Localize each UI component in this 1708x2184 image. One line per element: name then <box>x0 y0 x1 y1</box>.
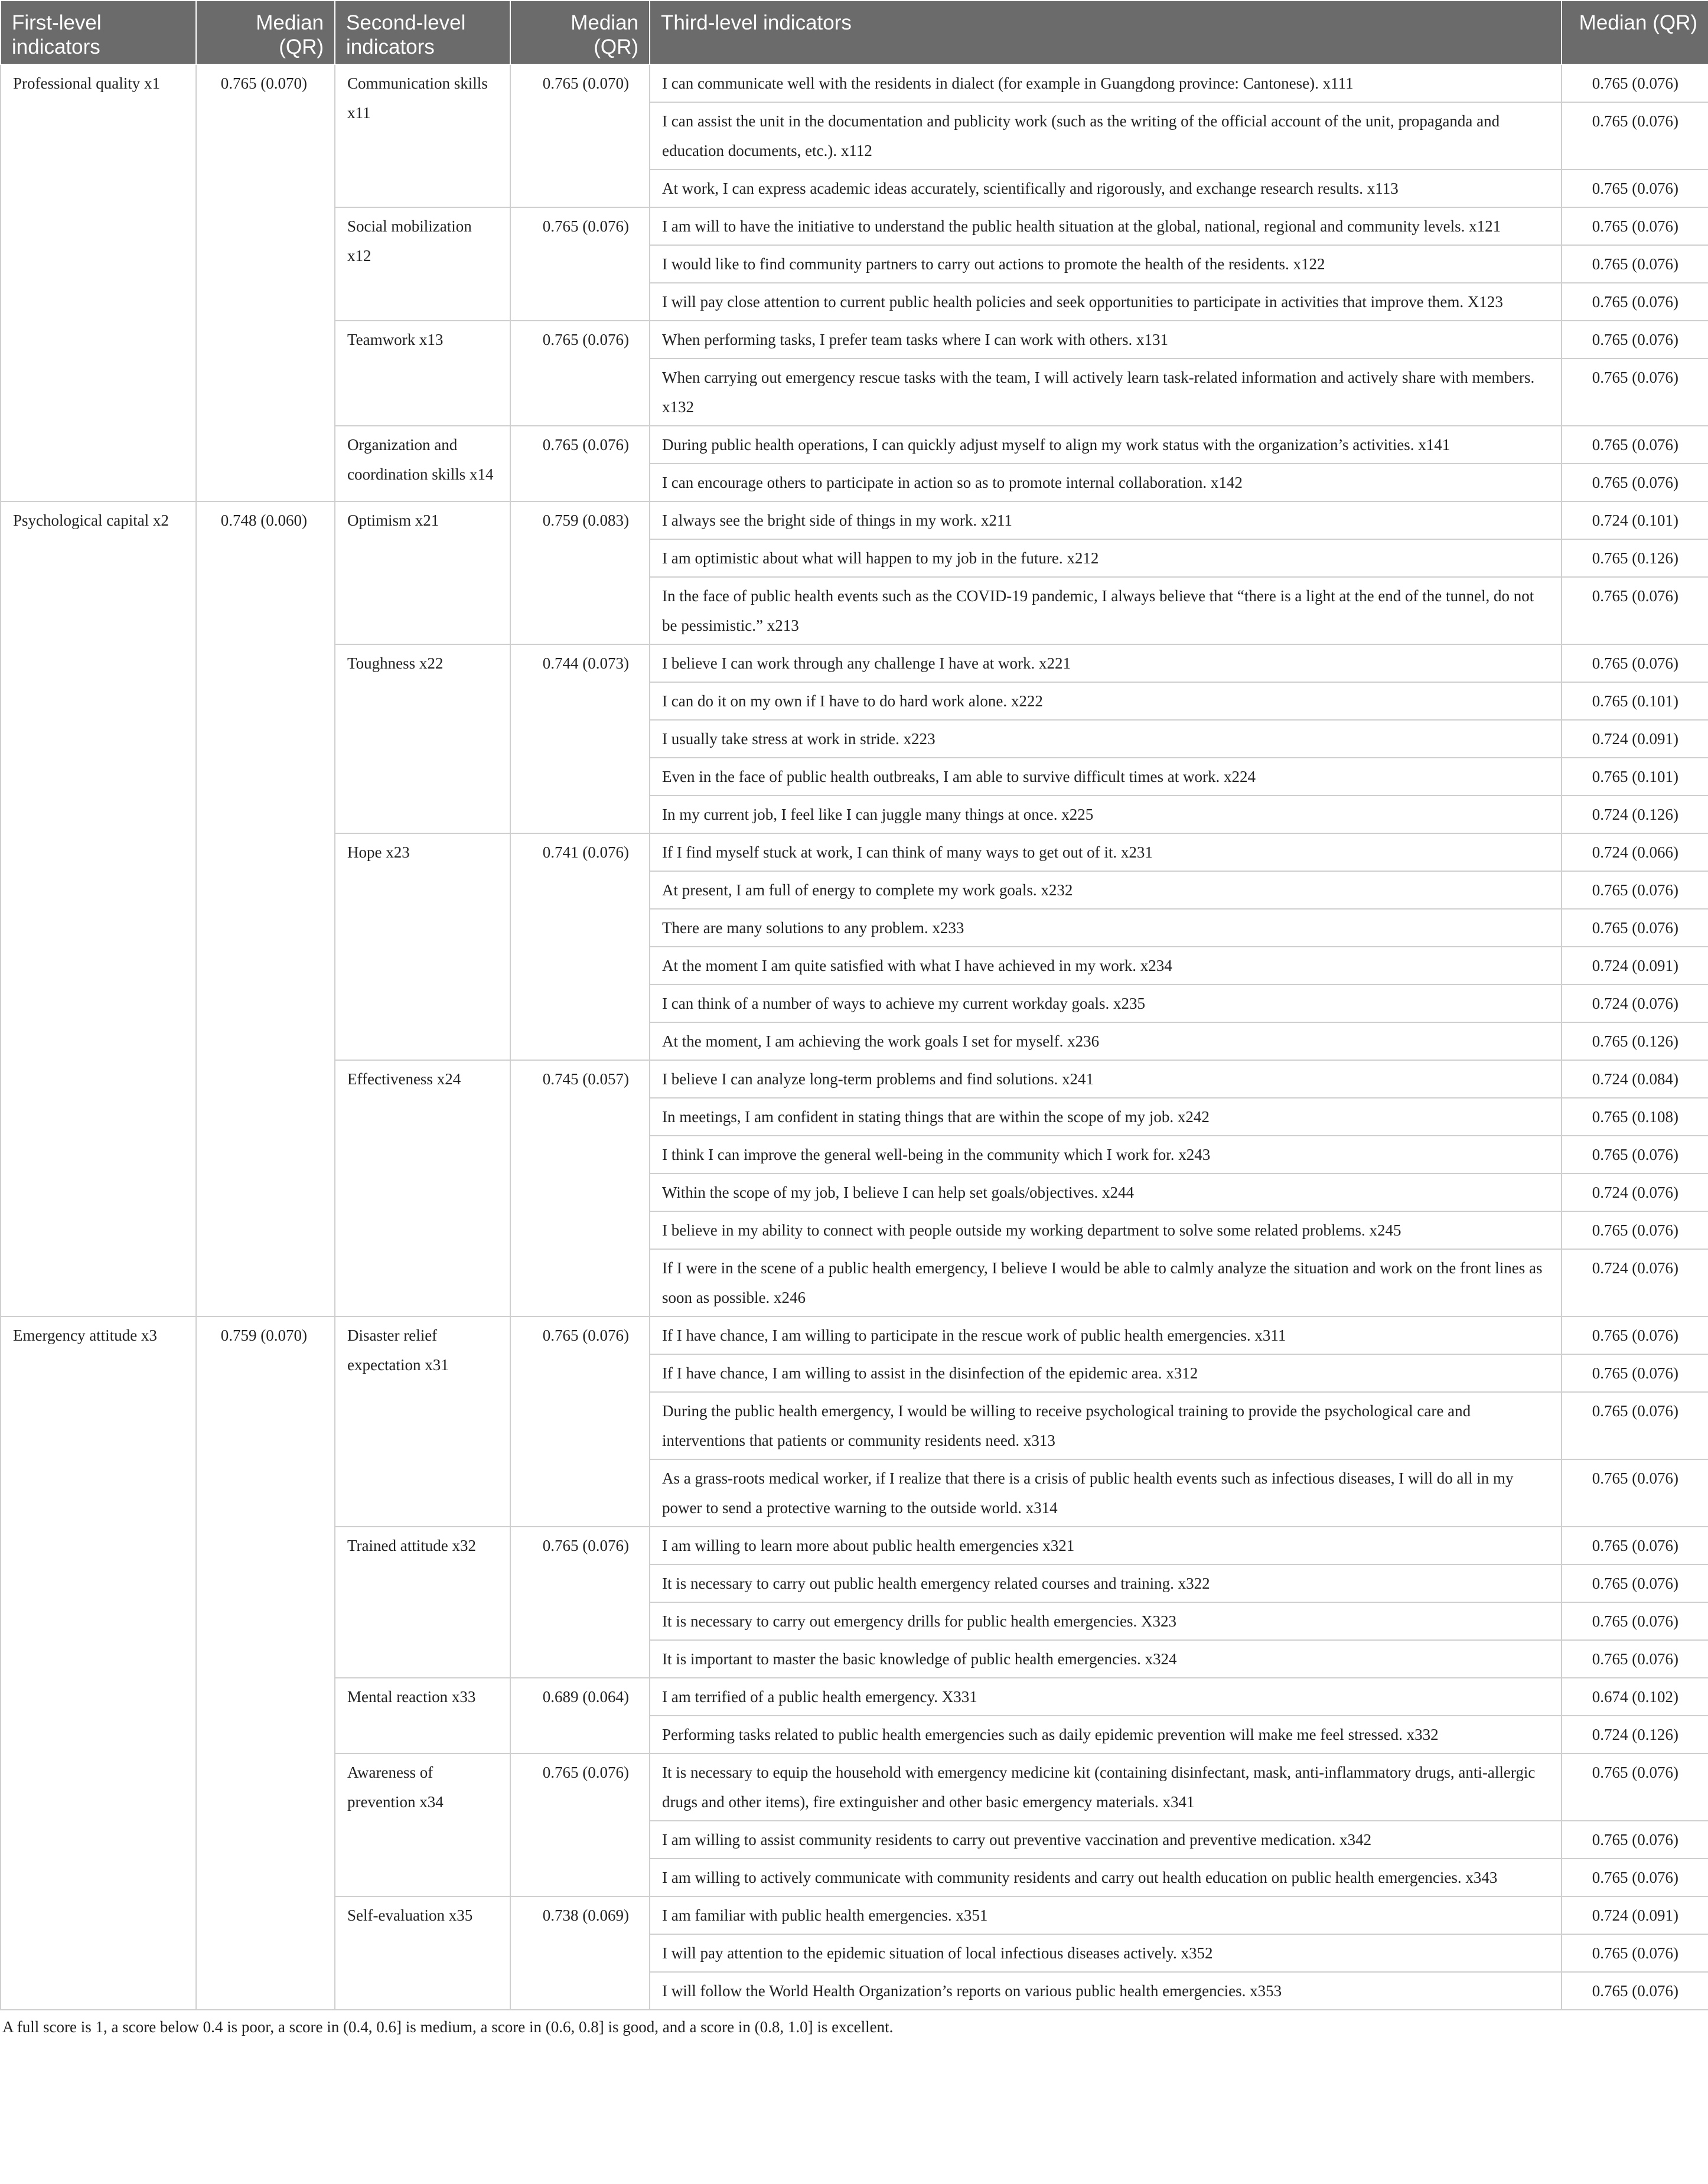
third-level-median: 0.765 (0.076) <box>1562 1821 1708 1859</box>
second-level-median: 0.765 (0.076) <box>510 207 650 321</box>
third-level-median: 0.724 (0.076) <box>1562 985 1708 1022</box>
third-level-indicator: In meetings, I am confident in stating things that are within the scope of my job. x242 <box>650 1098 1562 1136</box>
first-level-indicator: Emergency attitude x3 <box>1 1316 196 2010</box>
table-row <box>1 1316 1708 1354</box>
third-level-indicator: I can think of a number of ways to achieve my current workday goals. x235 <box>650 985 1562 1022</box>
third-level-indicator: Within the scope of my job, I believe I can help set goals/objectives. x244 <box>650 1174 1562 1211</box>
table-body <box>1 64 1708 2010</box>
third-level-indicator: I can encourage others to participate in action so as to promote internal collaboration. x142 <box>650 464 1562 501</box>
second-level-median: 0.765 (0.076) <box>510 426 650 501</box>
third-level-median: 0.765 (0.076) <box>1562 1392 1708 1459</box>
header-first-median: Median (QR) <box>196 1 335 64</box>
header-second-level: Second-level indicators <box>335 1 510 64</box>
second-level-median: 0.745 (0.057) <box>510 1060 650 1316</box>
third-level-median: 0.765 (0.076) <box>1562 207 1708 245</box>
third-level-median: 0.765 (0.076) <box>1562 64 1708 102</box>
third-level-median: 0.765 (0.076) <box>1562 577 1708 644</box>
third-level-median: 0.765 (0.076) <box>1562 871 1708 909</box>
third-level-indicator: There are many solutions to any problem. x233 <box>650 909 1562 947</box>
third-level-median: 0.724 (0.091) <box>1562 1896 1708 1934</box>
third-level-indicator: I am familiar with public health emergencies. x351 <box>650 1896 1562 1934</box>
third-level-median: 0.724 (0.084) <box>1562 1060 1708 1098</box>
third-level-median: 0.724 (0.126) <box>1562 796 1708 833</box>
second-level-indicator: Organization and coordination skills x14 <box>335 426 510 501</box>
third-level-indicator: Even in the face of public health outbreaks, I am able to survive difficult times at work. x224 <box>650 758 1562 796</box>
second-level-indicator: Self-evaluation x35 <box>335 1896 510 2010</box>
third-level-median: 0.724 (0.091) <box>1562 720 1708 758</box>
third-level-indicator: In the face of public health events such as the COVID-19 pandemic, I always believe that “there is a light at the end of the tunnel, do not be pessimistic.” x213 <box>650 577 1562 644</box>
third-level-indicator: If I were in the scene of a public health emergency, I believe I would be able to calmly analyze the situation and work on the front lines as soon as possible. x246 <box>650 1249 1562 1316</box>
third-level-indicator: At the moment I am quite satisfied with what I have achieved in my work. x234 <box>650 947 1562 985</box>
third-level-median: 0.724 (0.076) <box>1562 1249 1708 1316</box>
third-level-indicator: As a grass-roots medical worker, if I realize that there is a crisis of public health events such as infectious diseases, I will do all in my power to send a protective warning to the outside world. x314 <box>650 1459 1562 1527</box>
third-level-indicator: I am optimistic about what will happen to my job in the future. x212 <box>650 539 1562 577</box>
table-footnote: A full score is 1, a score below 0.4 is poor, a score in (0.4, 0.6] is medium, a score in (0.6, 0.8] is good, and a score in (0.8, 1.0] is excellent. <box>2 2018 894 2036</box>
header-third-median: Median (QR) <box>1562 1 1708 64</box>
third-level-median: 0.765 (0.076) <box>1562 1527 1708 1564</box>
third-level-indicator: When carrying out emergency rescue tasks with the team, I will actively learn task-related information and actively share with members. x132 <box>650 358 1562 426</box>
third-level-median: 0.765 (0.076) <box>1562 1934 1708 1972</box>
third-level-median: 0.765 (0.076) <box>1562 169 1708 207</box>
third-level-median: 0.765 (0.076) <box>1562 358 1708 426</box>
third-level-median: 0.724 (0.076) <box>1562 1174 1708 1211</box>
table-row <box>1 501 1708 539</box>
table-row <box>1 64 1708 102</box>
header-first-level: First-level indicators <box>1 1 196 64</box>
third-level-indicator: I believe I can work through any challenge I have at work. x221 <box>650 644 1562 682</box>
second-level-indicator: Mental reaction x33 <box>335 1678 510 1753</box>
second-level-median: 0.765 (0.076) <box>510 1316 650 1527</box>
second-level-median: 0.765 (0.076) <box>510 1753 650 1896</box>
third-level-median: 0.765 (0.076) <box>1562 644 1708 682</box>
third-level-indicator: It is important to master the basic knowledge of public health emergencies. x324 <box>650 1640 1562 1678</box>
third-level-median: 0.724 (0.126) <box>1562 1716 1708 1753</box>
third-level-median: 0.765 (0.076) <box>1562 1316 1708 1354</box>
third-level-indicator: If I have chance, I am willing to participate in the rescue work of public health emergencies. x311 <box>650 1316 1562 1354</box>
second-level-indicator: Effectiveness x24 <box>335 1060 510 1316</box>
second-level-indicator: Awareness of prevention x34 <box>335 1753 510 1896</box>
third-level-indicator: It is necessary to equip the household with emergency medicine kit (containing disinfectant, mask, anti-inflammatory drugs, anti-allergic drugs and other items), fire extinguisher and other basic emergency materials. x341 <box>650 1753 1562 1821</box>
third-level-indicator: Performing tasks related to public health emergencies such as daily epidemic prevention will make me feel stressed. x332 <box>650 1716 1562 1753</box>
second-level-indicator: Toughness x22 <box>335 644 510 833</box>
third-level-median: 0.765 (0.076) <box>1562 1859 1708 1896</box>
third-level-median: 0.765 (0.076) <box>1562 1211 1708 1249</box>
third-level-indicator: I can assist the unit in the documentation and publicity work (such as the writing of the official account of the unit, propaganda and education documents, etc.). x112 <box>650 102 1562 169</box>
first-level-median: 0.748 (0.060) <box>196 501 335 1316</box>
second-level-indicator: Disaster relief expectation x31 <box>335 1316 510 1527</box>
third-level-indicator: During public health operations, I can quickly adjust myself to align my work status with the organization’s activities. x141 <box>650 426 1562 464</box>
third-level-median: 0.765 (0.076) <box>1562 464 1708 501</box>
third-level-indicator: I can do it on my own if I have to do hard work alone. x222 <box>650 682 1562 720</box>
third-level-median: 0.765 (0.076) <box>1562 321 1708 358</box>
second-level-median: 0.689 (0.064) <box>510 1678 650 1753</box>
third-level-median: 0.765 (0.076) <box>1562 1354 1708 1392</box>
second-level-indicator: Communication skills x11 <box>335 64 510 207</box>
third-level-median: 0.765 (0.076) <box>1562 283 1708 321</box>
third-level-indicator: I believe in my ability to connect with people outside my working department to solve some related problems. x245 <box>650 1211 1562 1249</box>
third-level-median: 0.765 (0.076) <box>1562 426 1708 464</box>
third-level-indicator: If I have chance, I am willing to assist in the disinfection of the epidemic area. x312 <box>650 1354 1562 1392</box>
third-level-median: 0.765 (0.076) <box>1562 1564 1708 1602</box>
second-level-median: 0.759 (0.083) <box>510 501 650 644</box>
third-level-indicator: I am will to have the initiative to understand the public health situation at the global, national, regional and community levels. x121 <box>650 207 1562 245</box>
third-level-median: 0.765 (0.076) <box>1562 1459 1708 1527</box>
third-level-indicator: I am willing to assist community residents to carry out preventive vaccination and preventive medication. x342 <box>650 1821 1562 1859</box>
third-level-indicator: I am willing to learn more about public health emergencies x321 <box>650 1527 1562 1564</box>
third-level-indicator: I will pay close attention to current public health policies and seek opportunities to participate in activities that improve them. X123 <box>650 283 1562 321</box>
second-level-indicator: Optimism x21 <box>335 501 510 644</box>
third-level-indicator: I will follow the World Health Organization’s reports on various public health emergencies. x353 <box>650 1972 1562 2010</box>
third-level-indicator: It is necessary to carry out public health emergency related courses and training. x322 <box>650 1564 1562 1602</box>
second-level-indicator: Hope x23 <box>335 833 510 1060</box>
second-level-median: 0.765 (0.076) <box>510 1527 650 1678</box>
third-level-median: 0.765 (0.076) <box>1562 1602 1708 1640</box>
third-level-indicator: I am terrified of a public health emergency. X331 <box>650 1678 1562 1716</box>
third-level-median: 0.724 (0.091) <box>1562 947 1708 985</box>
third-level-indicator: I believe I can analyze long-term problems and find solutions. x241 <box>650 1060 1562 1098</box>
third-level-median: 0.724 (0.101) <box>1562 501 1708 539</box>
third-level-median: 0.765 (0.126) <box>1562 1022 1708 1060</box>
third-level-indicator: I am willing to actively communicate with community residents and carry out health education on public health emergencies. x343 <box>650 1859 1562 1896</box>
header-second-median: Median (QR) <box>510 1 650 64</box>
second-level-median: 0.744 (0.073) <box>510 644 650 833</box>
third-level-median: 0.765 (0.076) <box>1562 102 1708 169</box>
third-level-indicator: At work, I can express academic ideas accurately, scientifically and rigorously, and exchange research results. x113 <box>650 169 1562 207</box>
third-level-median: 0.765 (0.076) <box>1562 1753 1708 1821</box>
second-level-indicator: Teamwork x13 <box>335 321 510 426</box>
third-level-median: 0.765 (0.101) <box>1562 682 1708 720</box>
third-level-indicator: In my current job, I feel like I can juggle many things at once. x225 <box>650 796 1562 833</box>
third-level-indicator: It is necessary to carry out emergency drills for public health emergencies. X323 <box>650 1602 1562 1640</box>
third-level-indicator: I would like to find community partners to carry out actions to promote the health of the residents. x122 <box>650 245 1562 283</box>
third-level-indicator: I can communicate well with the residents in dialect (for example in Guangdong province: Cantonese). x111 <box>650 64 1562 102</box>
third-level-median: 0.674 (0.102) <box>1562 1678 1708 1716</box>
third-level-indicator: I usually take stress at work in stride. x223 <box>650 720 1562 758</box>
third-level-indicator: If I find myself stuck at work, I can think of many ways to get out of it. x231 <box>650 833 1562 871</box>
third-level-median: 0.765 (0.076) <box>1562 1640 1708 1678</box>
second-level-median: 0.765 (0.070) <box>510 64 650 207</box>
third-level-median: 0.765 (0.076) <box>1562 909 1708 947</box>
first-level-median: 0.765 (0.070) <box>196 64 335 501</box>
third-level-indicator: At present, I am full of energy to complete my work goals. x232 <box>650 871 1562 909</box>
third-level-median: 0.765 (0.126) <box>1562 539 1708 577</box>
third-level-indicator: During the public health emergency, I would be willing to receive psychological training to provide the psychological care and interventions that patients or community residents need. x313 <box>650 1392 1562 1459</box>
second-level-indicator: Social mobilization x12 <box>335 207 510 321</box>
third-level-median: 0.724 (0.066) <box>1562 833 1708 871</box>
third-level-median: 0.765 (0.101) <box>1562 758 1708 796</box>
third-level-median: 0.765 (0.076) <box>1562 1136 1708 1174</box>
second-level-median: 0.738 (0.069) <box>510 1896 650 2010</box>
third-level-median: 0.765 (0.108) <box>1562 1098 1708 1136</box>
third-level-indicator: I always see the bright side of things in my work. x211 <box>650 501 1562 539</box>
third-level-median: 0.765 (0.076) <box>1562 245 1708 283</box>
header-third-level: Third-level indicators <box>650 1 1562 64</box>
third-level-median: 0.765 (0.076) <box>1562 1972 1708 2010</box>
second-level-median: 0.741 (0.076) <box>510 833 650 1060</box>
first-level-indicator: Psychological capital x2 <box>1 501 196 1316</box>
third-level-indicator: I think I can improve the general well-being in the community which I work for. x243 <box>650 1136 1562 1174</box>
third-level-indicator: I will pay attention to the epidemic situation of local infectious diseases actively. x352 <box>650 1934 1562 1972</box>
table-header-row <box>1 1 1708 64</box>
third-level-indicator: When performing tasks, I prefer team tasks where I can work with others. x131 <box>650 321 1562 358</box>
second-level-median: 0.765 (0.076) <box>510 321 650 426</box>
third-level-indicator: At the moment, I am achieving the work goals I set for myself. x236 <box>650 1022 1562 1060</box>
second-level-indicator: Trained attitude x32 <box>335 1527 510 1678</box>
first-level-median: 0.759 (0.070) <box>196 1316 335 2010</box>
first-level-indicator: Professional quality x1 <box>1 64 196 501</box>
